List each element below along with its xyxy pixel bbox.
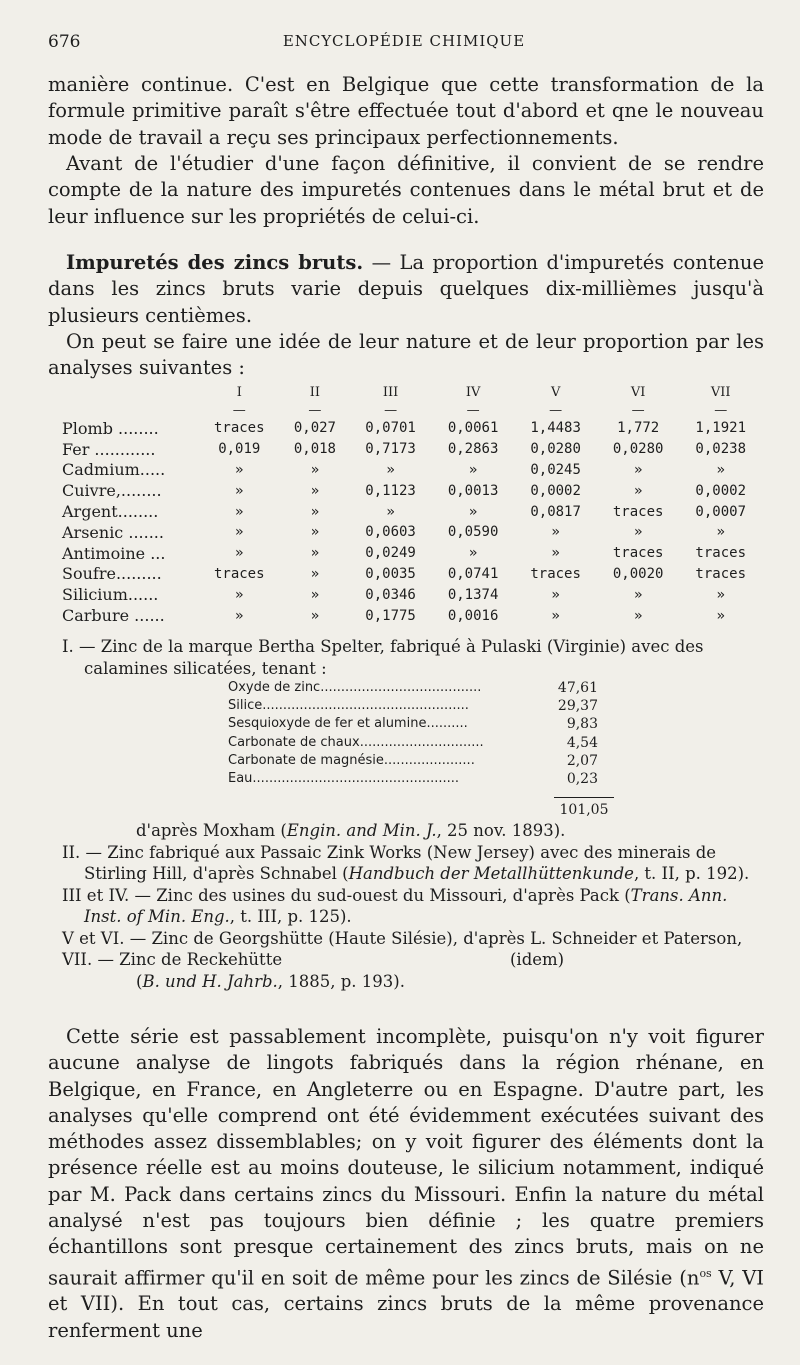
table-cell: 0,0280 [530, 441, 581, 458]
table-cell: 0,0817 [530, 503, 581, 520]
note-5: VII. — Zinc de Reckehütte (idem) [62, 950, 565, 969]
element-label: Antimoine ... [62, 543, 166, 563]
note-3: III et IV. — Zinc des usines du sud-ouest du Missouri, d'après Pack (Trans. Ann. Inst. of Min. Eng., t. III, p. 125). [62, 885, 728, 926]
table-cell: » [716, 461, 725, 478]
table-cell: » [633, 607, 643, 624]
table-cell: 0,7173 [365, 441, 416, 458]
table-cell: » [716, 586, 725, 603]
table-cell: 0,0701 [365, 420, 416, 437]
note-1 [62, 636, 764, 679]
calamine-composition [228, 679, 609, 818]
composition-row [228, 679, 598, 697]
table-cell: » [310, 503, 320, 520]
table-row [62, 543, 762, 564]
composition-label: Silice.................................................. [228, 698, 469, 714]
element-label: Cadmium..... [62, 460, 166, 480]
table-cell: » [235, 482, 244, 499]
column-dash: — [466, 402, 480, 418]
table-cell: traces [213, 565, 265, 582]
table-cell: 0,0346 [365, 586, 416, 603]
composition-row [228, 715, 598, 733]
composition-value: 29,37 [557, 698, 598, 715]
table-cell: » [235, 524, 244, 541]
table-cell: traces [695, 545, 746, 562]
table-cell: 0,0013 [447, 482, 499, 499]
table-cell: » [310, 586, 320, 603]
column-header: VII [710, 384, 731, 400]
column-dash: — [714, 402, 728, 418]
element-label: Arsenic ....... [62, 522, 164, 542]
table-cell: 0,0603 [365, 524, 416, 541]
table-cell: traces [612, 503, 664, 520]
element-label: Silicium...... [62, 585, 159, 605]
paragraph-2: Avant de l'étudier d'une façon définitive, il convient de se rendre compte de la nature des impuretés contenues dans le métal brut et de leur influence sur les propriétés de celui-ci. [48, 152, 764, 228]
composition-label: Oxyde de zinc....................................... [228, 680, 482, 695]
composition-row [228, 734, 598, 752]
column-dash: — [232, 402, 246, 418]
element-label: Argent........ [62, 502, 159, 522]
table-cell: 0,0002 [530, 482, 581, 499]
composition-label: Carbonate de magnésie...................... [228, 752, 475, 768]
element-label: Soufre......... [62, 564, 162, 584]
table-row [62, 418, 762, 439]
table-cell: » [310, 461, 320, 478]
page-header [48, 32, 760, 56]
note-2: II. — Zinc fabriqué aux Passaic Zink Works (New Jersey) avec des minerais de Stirling Hill, d'après Schnabel (Handbuch der Metallhüttenkunde, t. II, p. 192). [62, 842, 750, 883]
table-cell: » [551, 545, 560, 562]
table-cell: » [551, 607, 560, 624]
table-row [62, 480, 762, 501]
table-row [62, 522, 762, 543]
table-cell: » [633, 524, 643, 541]
table-rule-row [62, 402, 762, 418]
paragraph-4: On peut se faire une idée de leur nature et de leur proportion par les analyses suivantes : [48, 330, 764, 380]
table-cell: 1,4483 [530, 420, 581, 437]
analyses-table [62, 382, 762, 626]
table-cell: 0,0020 [612, 565, 664, 582]
composition-row [228, 770, 598, 788]
table-cell: » [551, 586, 560, 603]
table-cell: » [468, 545, 478, 562]
column-dash: — [631, 402, 645, 418]
table-cell: 0,2863 [447, 441, 499, 458]
table-cell: 0,0245 [530, 461, 581, 478]
table-cell: 0,0249 [365, 545, 416, 562]
table-row [62, 439, 762, 460]
table-cell: » [310, 565, 320, 582]
composition-value: 9,83 [566, 716, 598, 733]
table-cell: 0,0016 [447, 607, 499, 624]
journal-title: Trans. Ann. Inst. of Min. Eng. [84, 885, 728, 926]
note-5-source: (B. und H. Jahrb., 1885, p. 193). [136, 971, 405, 991]
table-cell: » [310, 607, 320, 624]
table-cell: 1,1921 [695, 420, 746, 437]
composition-list [228, 679, 598, 788]
table-cell: 0,0002 [695, 482, 746, 499]
table-cell: » [310, 482, 320, 499]
table-cell: » [235, 586, 244, 603]
table-cell: » [716, 524, 725, 541]
column-header: V [550, 384, 561, 400]
table-row [62, 501, 762, 522]
table-cell: traces [612, 545, 664, 562]
table-cell: 0,0741 [447, 565, 499, 582]
table-cell: 0,0007 [695, 503, 746, 520]
table-cell: 0,1123 [365, 482, 416, 499]
table-cell: » [235, 503, 244, 520]
table-cell: » [633, 586, 643, 603]
table-cell: 0,0238 [695, 441, 746, 458]
section-heading: Impuretés des zincs bruts. [66, 251, 364, 274]
table-cell: » [386, 503, 395, 520]
paragraph-1: manière continue. C'est en Belgique que cette transformation de la formule primitive paraît s'être effectuée tout d'abord et qne le nouveau mode de travail a reçu ses principaux perfectionnements. [48, 73, 764, 149]
table-cell: 0,1775 [365, 607, 416, 624]
journal-title: B. und H. Jahrb. [142, 971, 278, 991]
table-header-row [62, 382, 762, 402]
notes-sources [62, 820, 764, 992]
table-cell: » [633, 482, 643, 499]
table-row [62, 460, 762, 481]
table-cell: » [468, 503, 478, 520]
column-header: III [382, 384, 399, 400]
table-cell: » [310, 545, 320, 562]
table-cell: traces [695, 565, 746, 582]
running-title: ENCYCLOPÉDIE CHIMIQUE [282, 32, 526, 50]
table-cell: 1,772 [617, 420, 660, 437]
table-cell: traces [530, 565, 581, 582]
table-cell: » [716, 607, 725, 624]
column-dash: — [308, 402, 322, 418]
table-cell: 0,0061 [447, 420, 499, 437]
table-cell: » [468, 461, 478, 478]
composition-value: 47,61 [557, 680, 598, 696]
composition-label: Carbonate de chaux.............................. [228, 734, 484, 750]
table-cell: » [235, 545, 244, 562]
column-dash: — [384, 402, 398, 418]
paragraph-3-text: — La proportion d'impuretés contenue dans les zincs bruts varie depuis quelques dix-millièmes jusqu'à plusieurs centièmes. [48, 251, 764, 327]
table-cell: 0,019 [218, 441, 261, 458]
column-header: I [236, 384, 242, 400]
note-5-idem: (idem) [510, 950, 565, 969]
element-label: Carbure ...... [62, 606, 165, 626]
closing-paragraph: Cette série est passablement incomplète, puisqu'on n'y voit figurer aucune analyse de lingots fabriqués dans la région rhénane, en Belgique, en France, en Angleterre ou en Espagne. D'autre part, les analyses qu'elle comprend ont été évidemment exécutées suivant des méthodes assez dissemblables; on y voit figurer des éléments dont la présence réelle est au moins douteuse, le silicium notamment, indiqué par M. Pack dans certains zincs du Missouri. Enfin la nature du métal analysé n'est pas toujours bien définie ; les quatre premiers échantillons sont presque certainement des zincs bruts, mais on ne saurait affirmer qu'il en soit de même pour les zincs de Silésie ($n^{os}$ V, VI et VII). En tout cas, certains zincs bruts de la même provenance renferment une [48, 1025, 764, 1342]
note-4: V et VI. — Zinc de Georgshütte (Haute Silésie), d'après L. Schneider et Paterson, [62, 928, 743, 948]
table-cell: » [633, 461, 643, 478]
composition-value: 4,54 [566, 734, 598, 751]
note-1-source: d'après Moxham (Engin. and Min. J., 25 nov. 1893). [136, 821, 566, 840]
composition-total: 101,05 [554, 797, 614, 819]
composition-label: Sesquioxyde de fer et alumine.......... [228, 716, 468, 732]
composition-label: Eau.................................................. [228, 770, 460, 786]
table-cell: » [310, 524, 320, 541]
column-dash: — [549, 402, 563, 418]
page-number: 676 [48, 32, 81, 52]
book-title: Handbuch der Metallhüttenkunde [348, 864, 634, 883]
element-label: Plomb ........ [62, 418, 159, 438]
element-label: Fer ............ [62, 439, 156, 459]
composition-row [228, 752, 598, 770]
journal-title: Engin. and Min. J. [286, 821, 437, 840]
table-row [62, 564, 762, 585]
column-header: II [309, 384, 321, 400]
composition-value: 0,23 [566, 770, 598, 787]
element-label: Cuivre,........ [62, 481, 162, 501]
table-row [62, 605, 762, 626]
table-cell: » [386, 461, 395, 478]
column-header: IV [465, 384, 481, 400]
composition-row [228, 697, 598, 715]
paragraph-3 [48, 250, 764, 329]
note-1-text: I. — Zinc de la marque Bertha Spelter, fabriqué à Pulaski (Virginie) avec des calamines silicatées, tenant : [62, 637, 704, 678]
table-body [62, 418, 762, 626]
table-cell: 0,0590 [447, 524, 499, 541]
table-cell: » [235, 461, 244, 478]
table-cell: 0,0280 [612, 441, 664, 458]
table-cell: » [551, 524, 560, 541]
composition-value: 2,07 [566, 752, 598, 769]
table-cell: 0,018 [293, 441, 336, 458]
table-cell: traces [213, 420, 265, 437]
column-header: VI [630, 384, 646, 400]
table-cell: 0,0035 [365, 565, 416, 582]
table-cell: 0,1374 [447, 586, 499, 603]
table-cell: 0,027 [293, 420, 336, 437]
table-row [62, 584, 762, 605]
table-cell: » [235, 607, 244, 624]
